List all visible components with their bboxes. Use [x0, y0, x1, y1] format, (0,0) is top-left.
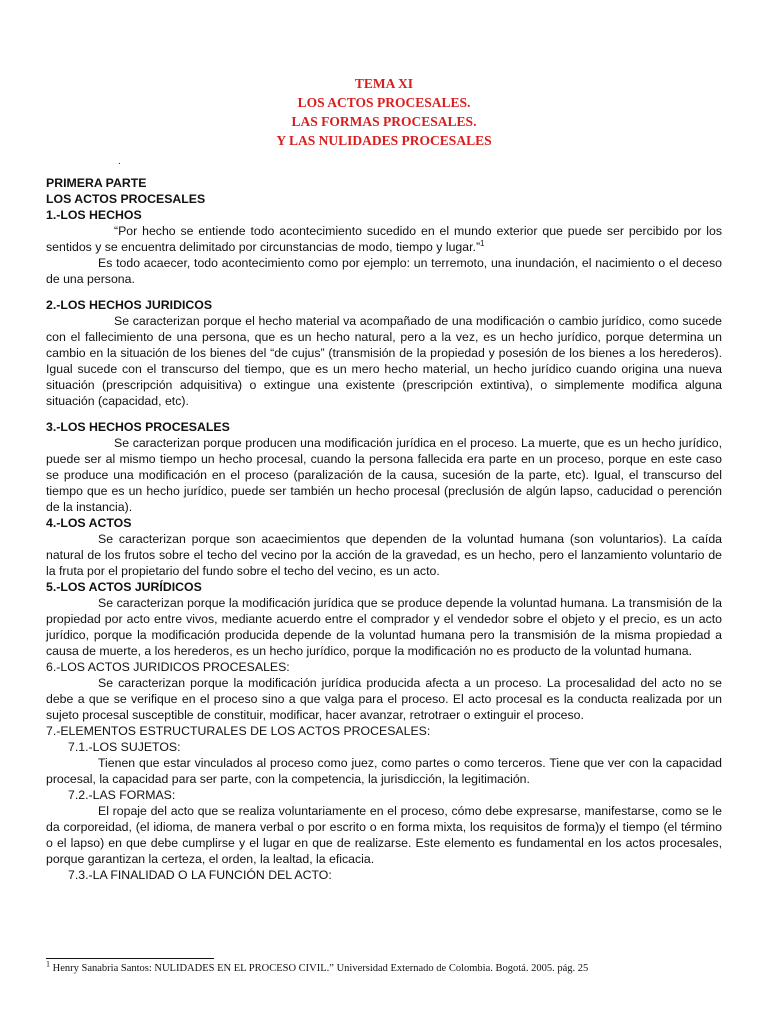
section-7-1-text: Tienen que estar vinculados al proceso como juez, como partes o como terceros. Tiene que ver con la capacidad procesal, la capacidad para ser parte, con la competencia, la jurisdicción, la legitimación. [46, 756, 722, 786]
footnote-text: Henry Sanabria Santos: NULIDADES EN EL PROCESO CIVIL.” Universidad Externado de Colombia. Bogotá. 2005. pág. 25 [52, 963, 589, 974]
footnote-reference: 1 [480, 238, 485, 248]
title-line-2: LOS ACTOS PROCESALES. [297, 95, 471, 110]
footnote-mark: 1 [46, 959, 50, 969]
footnote [46, 959, 726, 976]
section-4-text: Se caracterizan porque son acaecimientos que dependen de la voluntad humana (son voluntarios). La caída natural de los frutos sobre el techo del vecino por la acción de la gravedad, es un hecho, pero el lanzamiento voluntario de la fruta por el propietario del fundo sobre el techo del vecino, es un acto. [46, 532, 722, 578]
section-1-heading: 1.-LOS HECHOS [46, 208, 142, 222]
quote-text: “Por hecho se entiende todo acontecimiento sucedido en el mundo exterior que puede ser percibido por los sentidos y se encuentra delimitado por circunstancias de modo, tiempo y lugar.” [46, 224, 722, 254]
part-heading: PRIMERA PARTE [46, 176, 147, 190]
section-7-1-heading: 7.1.-LOS SUJETOS: [68, 740, 181, 754]
title-line-4: Y LAS NULIDADES PROCESALES [276, 133, 492, 148]
section-5-text: Se caracterizan porque la modificación jurídica que se produce depende la voluntad humana. La transmisión de la propiedad por acto entre vivos, mediante acuerdo entre el comprador y el vendedor sobre el objeto y el precio, es un acto jurídico, porque la modificación producida depende de la voluntad humana pero la transmisión de la misma propiedad a causa de muerte, a los herederos, es un hecho jurídico, porque la modificación no es producto de la voluntad humana. [46, 596, 722, 658]
section-1-quote [46, 223, 722, 255]
section-6-heading: 6.-LOS ACTOS JURIDICOS PROCESALES: [46, 660, 290, 674]
title-line-3: LAS FORMAS PROCESALES. [291, 114, 477, 129]
section-1-text: Es todo acaecer, todo acontecimiento como por ejemplo: un terremoto, una inundación, el nacimiento o el deceso de una persona. [46, 256, 722, 286]
document-body [46, 175, 722, 883]
chapter-title [0, 74, 768, 150]
section-6-text: Se caracterizan porque la modificación jurídica producida afecta a un proceso. La procesalidad del acto no se debe a que se verifique en el proceso sino a que valga para el proceso. El acto procesal es la conducta realizada por un sujeto procesal susceptible de constituir, modificar, hacer avanzar, retrotraer o extinguir el proceso. [46, 676, 722, 722]
section-7-3-heading: 7.3.-LA FINALIDAD O LA FUNCIÓN DEL ACTO: [68, 868, 332, 882]
section-4-heading: 4.-LOS ACTOS [46, 516, 132, 530]
part-subheading: LOS ACTOS PROCESALES [46, 192, 206, 206]
stray-dot: . [118, 156, 121, 167]
section-2-heading: 2.-LOS HECHOS JURIDICOS [46, 298, 213, 312]
section-7-heading: 7.-ELEMENTOS ESTRUCTURALES DE LOS ACTOS PROCESALES: [46, 724, 431, 738]
section-7-2-heading: 7.2.-LAS FORMAS: [68, 788, 176, 802]
section-3-text: Se caracterizan porque producen una modificación jurídica en el proceso. La muerte, que es un hecho jurídico, puede ser al mismo tiempo un hecho procesal, cuando la persona fallecida era parte en un proceso, porque en este caso se produce una modificación en el proceso (paralización de la causa, sucesión de la parte, etc). Igual, el transcurso del tiempo que es un hecho jurídico, puede ser también un hecho procesal (preclusión de algún lapso, caducidad o perención de la instancia). [46, 436, 722, 514]
footnote-divider [46, 958, 214, 959]
section-7-2-text: El ropaje del acto que se realiza voluntariamente en el proceso, cómo debe expresarse, manifestarse, como se le da corporeidad, (el idioma, de manera verbal o por escrito o en forma mixta, los requisitos de forma)y el tiempo (el término o el lapso) en que debe cumplirse y el lugar en que de realizarse. Este elemento es fundamental en los actos procesales, porque garantizan la certeza, el orden, la lealtad, la eficacia. [46, 804, 722, 866]
section-3-heading: 3.-LOS HECHOS PROCESALES [46, 420, 230, 434]
section-5-heading: 5.-LOS ACTOS JURÍDICOS [46, 580, 202, 594]
title-line-1: TEMA XI [354, 76, 414, 91]
section-2-text: Se caracterizan porque el hecho material va acompañado de una modificación o cambio jurídico, como sucede con el fallecimiento de una persona, que es un hecho natural, pero a la vez, es un hecho jurídico, porque determina un cambio en la situación de los bienes del “de cujus” (transmisión de la propiedad y posesión de los bienes a los herederos). Igual sucede con el transcurso del tiempo, que es un mero hecho material, un hecho jurídico cuando origina una nueva situación (prescripción adquisitiva) o extingue una existente (prescripción extintiva), o simplemente modifica alguna situación (capacidad, etc). [46, 314, 722, 408]
